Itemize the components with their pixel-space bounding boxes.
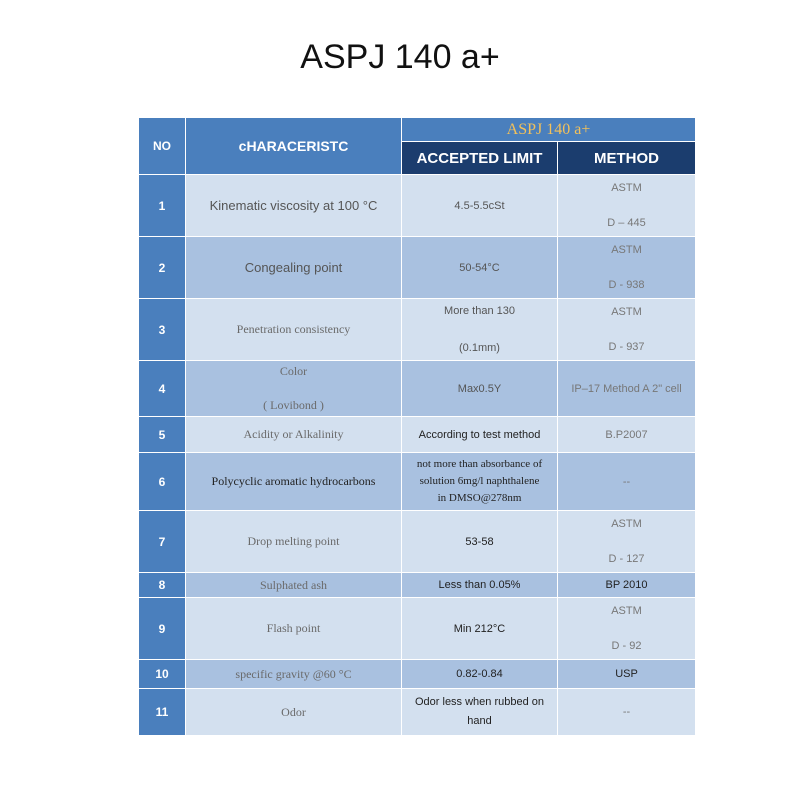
limit-line: More than 130 [444,305,515,317]
limit-cell: Max0.5Y [402,361,558,417]
method-cell [558,511,696,573]
method-line: ASTM [611,605,642,617]
header-method: METHOD [558,142,696,175]
table-row [139,417,696,453]
limit-cell: 0.82-0.84 [402,660,558,689]
row-number: 9 [139,598,186,660]
limit-line: not more than absorbance of [416,458,543,470]
method-cell [558,175,696,237]
limit-cell: 50-54°C [402,237,558,299]
limit-cell [402,453,558,511]
characteristic-cell: Kinematic viscosity at 100 °C [186,175,402,237]
table-row [139,361,696,417]
table-row [139,299,696,361]
characteristic-cell: Odor [186,689,402,736]
limit-line: solution 6mg/l naphthalene [419,475,540,487]
limit-cell [402,689,558,736]
limit-cell: 53-58 [402,511,558,573]
characteristic-line: ( Lovibond ) [263,398,324,412]
limit-line: (0.1mm) [459,342,500,354]
characteristic-cell: Polycyclic aromatic hydrocarbons [186,453,402,511]
row-number: 4 [139,361,186,417]
row-number: 5 [139,417,186,453]
limit-cell: 4.5-5.5cSt [402,175,558,237]
method-cell [558,598,696,660]
table-row [139,175,696,237]
table-row [139,453,696,511]
method-cell: USP [558,660,696,689]
characteristic-cell: Drop melting point [186,511,402,573]
characteristic-line: Color [279,364,308,378]
row-number: 6 [139,453,186,511]
table-row [139,660,696,689]
row-number: 1 [139,175,186,237]
method-line: D – 445 [607,217,646,229]
page-title: ASPJ 140 a+ [300,38,500,76]
characteristic-cell: Penetration consistency [186,299,402,361]
characteristic-cell: Congealing point [186,237,402,299]
method-line: ASTM [611,244,642,256]
specification-table [138,117,696,736]
row-number: 3 [139,299,186,361]
header-row-top [139,118,696,142]
table-row [139,237,696,299]
limit-cell: According to test method [402,417,558,453]
row-number: 2 [139,237,186,299]
method-line: D - 127 [608,553,645,565]
header-accepted-limit: ACCEPTED LIMIT [402,142,558,175]
header-product: ASPJ 140 a+ [402,118,696,142]
method-line: ASTM [611,306,642,318]
limit-line: Odor less when rubbed on [414,696,545,708]
method-line: ASTM [611,518,642,530]
row-number: 8 [139,573,186,598]
row-number: 11 [139,689,186,736]
limit-cell: Less than 0.05% [402,573,558,598]
method-line: D - 938 [608,279,645,291]
table-row [139,689,696,736]
row-number: 10 [139,660,186,689]
characteristic-cell: Acidity or Alkalinity [186,417,402,453]
characteristic-cell [186,361,402,417]
characteristic-cell: Sulphated ash [186,573,402,598]
limit-cell: Min 212°C [402,598,558,660]
method-cell [558,237,696,299]
limit-cell [402,299,558,361]
header-no: NO [139,118,186,175]
table-row [139,511,696,573]
limit-line: in DMSO@278nm [437,492,522,504]
method-cell: BP 2010 [558,573,696,598]
method-line: ASTM [611,182,642,194]
table-row [139,573,696,598]
method-cell: B.P2007 [558,417,696,453]
header-characteristic: cHARACERISTC [186,118,402,175]
method-cell: -- [558,689,696,736]
method-cell: -- [558,453,696,511]
method-line: D - 937 [608,341,645,353]
method-cell [558,299,696,361]
method-cell: IP–17 Method A 2" cell [558,361,696,417]
method-line: D - 92 [611,640,642,652]
table-row [139,598,696,660]
characteristic-cell: specific gravity @60 °C [186,660,402,689]
characteristic-cell: Flash point [186,598,402,660]
row-number: 7 [139,511,186,573]
limit-line: hand [467,715,492,727]
